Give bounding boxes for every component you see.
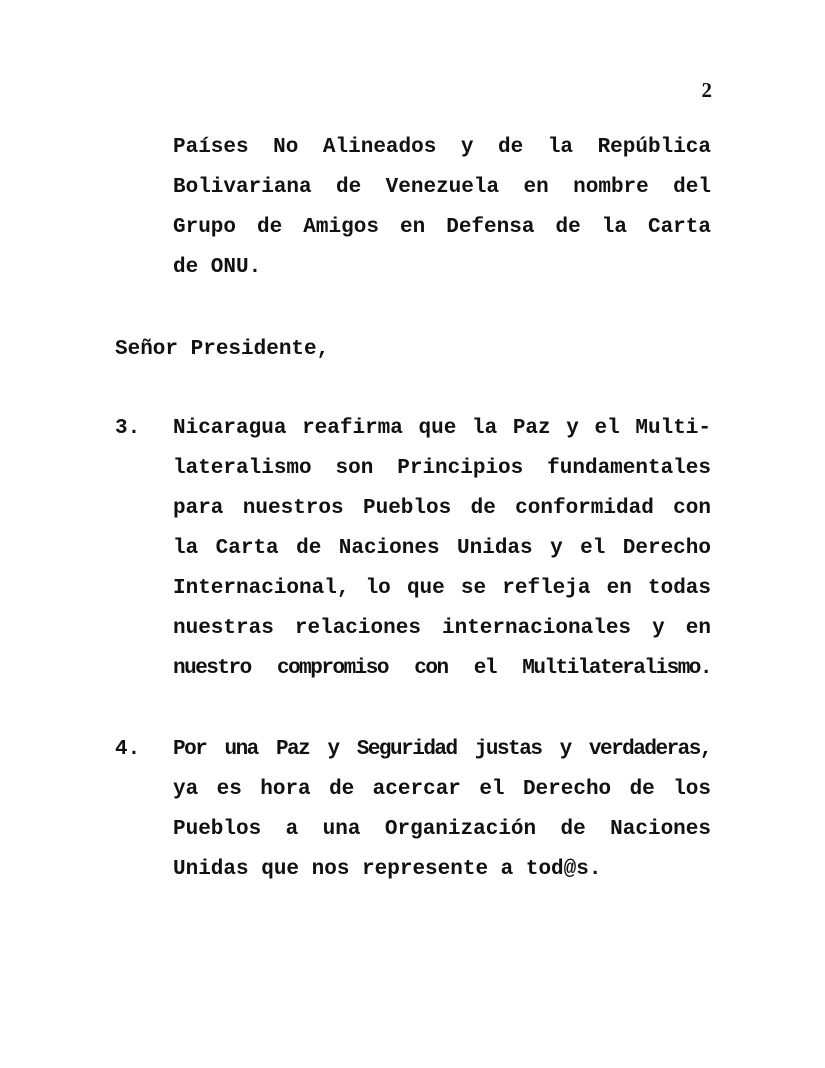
paragraph-line: nuestro compromiso con el Multilateralismo. [173, 657, 711, 680]
paragraph-number: 3. [115, 417, 141, 440]
paragraph-line: Pueblos a una Organización de Naciones [173, 818, 711, 841]
paragraph-number: 4. [115, 738, 141, 761]
paragraph-line: nuestras relaciones internacionales y en [173, 617, 711, 640]
paragraph-line: la Carta de Naciones Unidas y el Derecho [173, 537, 711, 560]
paragraph-line: de ONU. [173, 256, 262, 279]
salutation: Señor Presidente, [115, 338, 330, 361]
paragraph-line: Internacional, lo que se refleja en todas [173, 577, 711, 600]
paragraph-line: Nicaragua reafirma que la Paz y el Multi- [173, 417, 711, 440]
paragraph-line: lateralismo son Principios fundamentales [173, 457, 711, 480]
paragraph-line: Por una Paz y Seguridad justas y verdaderas, [173, 738, 711, 761]
paragraph-line: Unidas que nos represente a tod@s. [173, 858, 602, 881]
paragraph-line: Grupo de Amigos en Defensa de la Carta [173, 216, 711, 239]
paragraph-line: para nuestros Pueblos de conformidad con [173, 497, 711, 520]
page-number: 2 [701, 78, 712, 102]
paragraph-line: Países No Alineados y de la República [173, 136, 711, 159]
paragraph-line: Bolivariana de Venezuela en nombre del [173, 176, 711, 199]
paragraph-line: ya es hora de acercar el Derecho de los [173, 778, 711, 801]
